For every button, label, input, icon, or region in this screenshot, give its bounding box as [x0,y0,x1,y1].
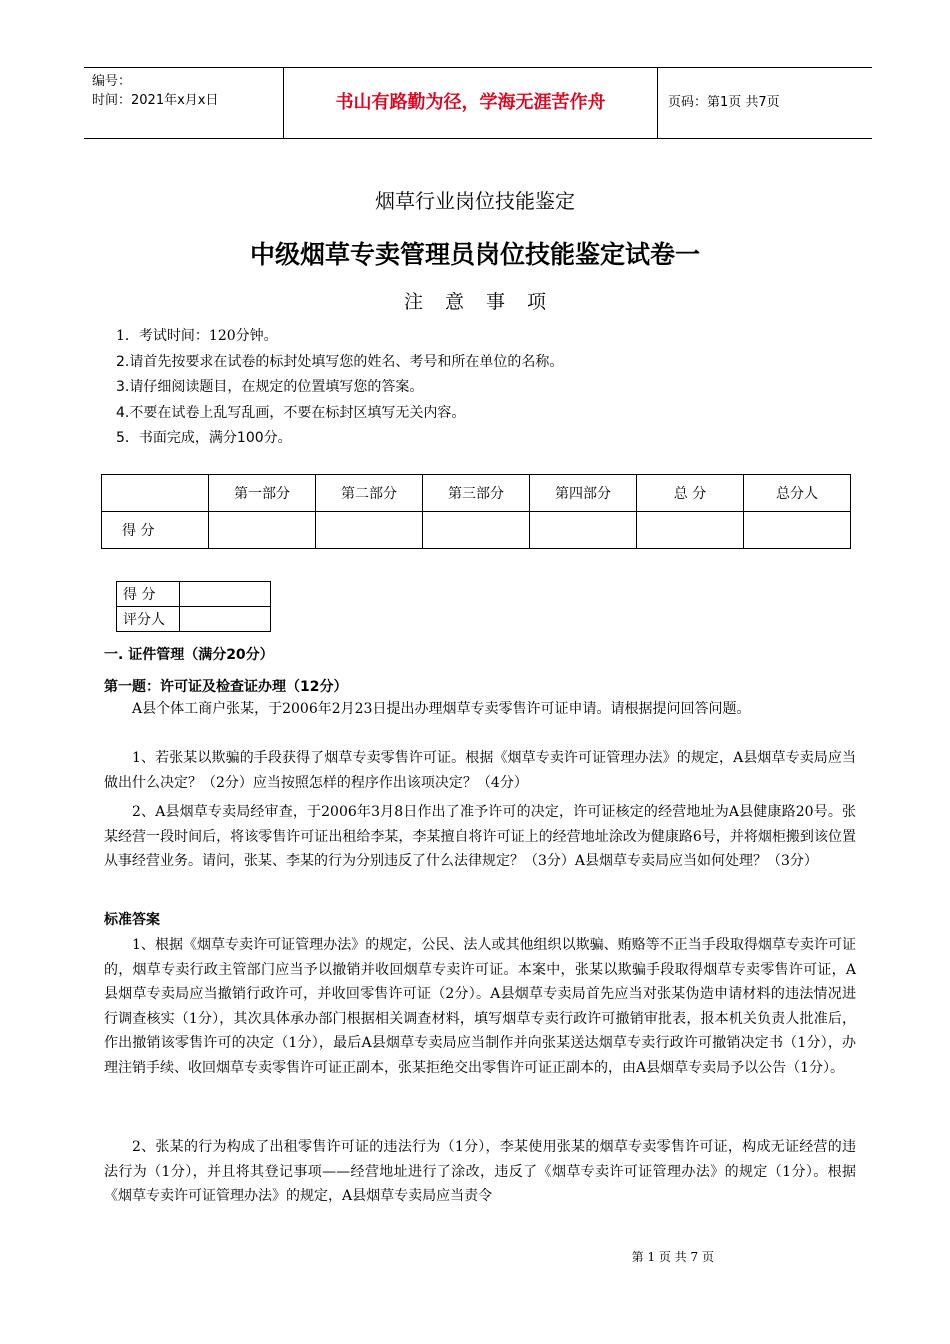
header-motto: 书山有路勤为径，学海无涯苦作舟 [335,92,606,113]
score-cell[interactable] [423,512,530,549]
note-item: 4.不要在试卷上乱写乱画，不要在标封区填写无关内容。 [116,404,466,421]
score-header-cell: 总 分 [637,475,744,512]
score-row-label: 得 分 [102,512,209,549]
score-table-row [102,512,851,549]
score-cell[interactable] [316,512,423,549]
question-paragraph: 2、A县烟草专卖局经审查，于2006年3月8日作出了准予许可的决定，许可证核定的经营地址为A县健康路20号。张某经营一段时间后，将该零售许可证出租给李某，李某擅自将许可证上的经营地址涂改为健康路6号，并将烟柜搬到该位置从事经营业务。请问，张某、李某的行为分别违反了什么法律规定？（3分）A县烟草专卖局应当如何处理？（3分） [104,804,856,869]
score-cell[interactable] [209,512,316,549]
score-cell[interactable] [530,512,637,549]
question-paragraph: A县个体工商户张某，于2006年2月23日提出办理烟草专卖零售许可证申请。请根据提问回答问题。 [132,701,751,717]
grader-cell[interactable] [180,607,271,632]
grader-label: 得 分 [117,582,180,607]
note-item: 5．书面完成，满分100分。 [116,430,292,446]
score-header-cell: 第四部分 [530,475,637,512]
header-divider [657,68,658,138]
page-footer: 第 1 页 共 7 页 [631,1250,714,1264]
answer-paragraph: 1、根据《烟草专卖许可证管理办法》的规定，公民、法人或其他组织以欺骗、贿赂等不正当手段取得烟草专卖许可证的，烟草专卖行政主管部门应当予以撤销并收回烟草专卖许可证。本案中，张某以欺骗手段取得烟草专卖零售许可证，A县烟草专卖局应当撤销行政许可，并收回零售许可证（2分）。A县烟草专卖局首先应当对张某伪造申请材料的违法情况进行调查核实（1分），其次具体承办部门根据相关调查材料，填写烟草专卖行政许可撤销审批表，报本机关负责人批准后，作出撤销该零售许可的决定（1分），最后A县烟草专卖局应当制作并向张某送达烟草专卖行政许可撤销决定书（1分），办理注销手续、收回烟草专卖零售许可证正副本，张某拒绝交出零售许可证正副本的，由A县烟草专卖局予以公告（1分）。 [104,937,856,1076]
score-table [101,474,851,549]
grader-label: 评分人 [117,607,180,632]
date-line: 时间：2021年x月x日 [92,93,219,108]
grader-row [117,582,271,607]
score-header-cell: 第一部分 [209,475,316,512]
exam-subtitle: 烟草行业岗位技能鉴定 [375,189,575,213]
score-table-header-row [102,475,851,512]
note-item: 3.请仔细阅读题目，在规定的位置填写您的答案。 [116,379,424,395]
answer-paragraph: 2、张某的行为构成了出租零售许可证的违法行为（1分），李某使用张某的烟草专卖零售许可证，构成无证经营的违法行为（1分），并且将其登记事项——经营地址进行了涂改，违反了《烟草专卖许可证管理办法》的规定（1分）。根据《烟草专卖许可证管理办法》的规定，A县烟草专卖局应当责令 [104,1139,856,1204]
notes-list [116,324,563,452]
note-item: 1．考试时间：120分钟。 [116,328,278,344]
score-header-cell: 总分人 [744,475,851,512]
notice-title: 注意事项 [403,291,568,313]
grader-cell[interactable] [180,582,271,607]
note-item: 2.请首先按要求在试卷的标封处填写您的姓名、考号和所在单位的名称。 [116,353,564,370]
score-cell[interactable] [637,512,744,549]
header-meta [92,72,218,110]
grader-table [116,581,271,632]
score-header-cell [102,475,209,512]
section-heading: 一. 证件管理（满分20分） [104,647,274,663]
number-label: 编号： [92,74,132,89]
answer-heading: 标准答案 [104,912,160,928]
header-page-info: 页码：第1页 共7页 [668,95,780,110]
score-header-cell: 第二部分 [316,475,423,512]
score-cell[interactable] [744,512,851,549]
grader-row [117,607,271,632]
page-header [84,67,872,139]
exam-title: 中级烟草专卖管理员岗位技能鉴定试卷一 [249,240,700,269]
question-paragraph: 1、若张某以欺骗的手段获得了烟草专卖零售许可证。根据《烟草专卖许可证管理办法》的规定，A县烟草专卖局应当做出什么决定？（2分）应当按照怎样的程序作出该项决定？（4分） [104,750,856,791]
score-header-cell: 第三部分 [423,475,530,512]
question-title: 第一题：许可证及检查证办理（12分） [104,679,348,695]
